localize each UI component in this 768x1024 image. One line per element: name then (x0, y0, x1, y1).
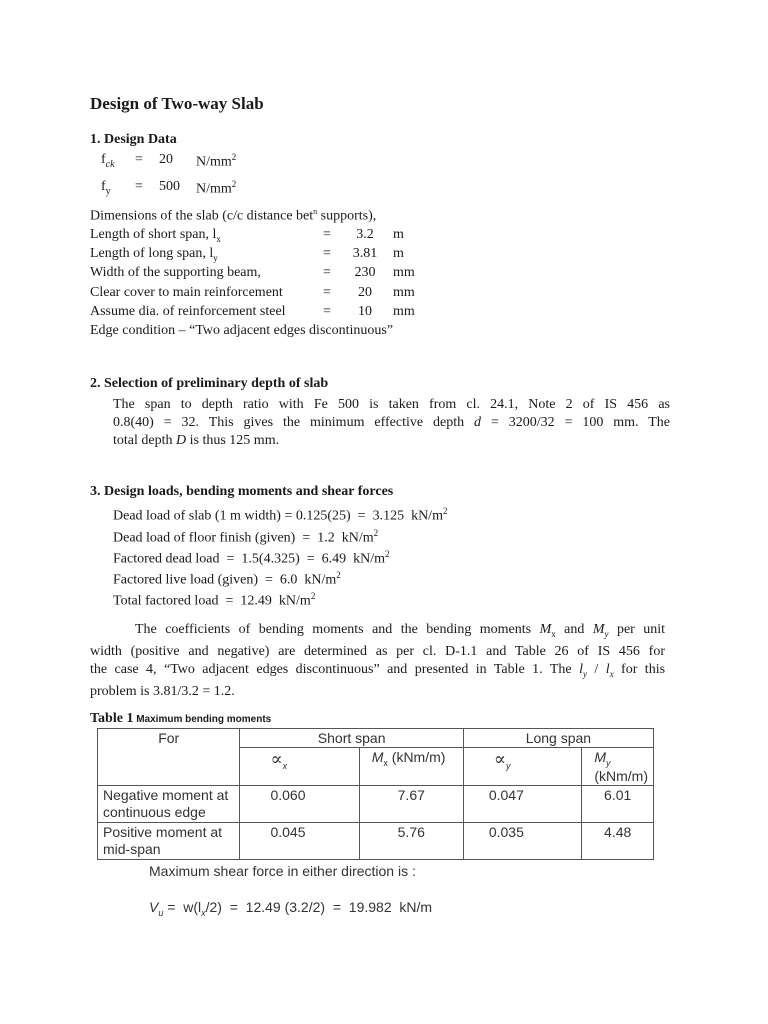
section-1-heading: 1. Design Data (90, 132, 177, 147)
header-short-span: Short span (240, 729, 463, 748)
header-mx: $M_x$ (kNm/m) (359, 748, 463, 786)
cell-my: 4.48 (582, 822, 654, 859)
header-for: For (98, 729, 240, 786)
table-row (98, 822, 654, 859)
section-2-heading: 2. Selection of preliminary depth of slab (90, 376, 329, 391)
dimension-row: Length of short span, $l_x$ = 3.2 m (90, 227, 404, 244)
dimension-row: Length of long span, $l_y$ = 3.81 m (90, 246, 404, 263)
edge-condition: Edge condition – “Two adjacent edges discontinuous” (90, 323, 394, 338)
dimension-row: Assume dia. of reinforcement steel = 10 mm (90, 304, 415, 319)
shear-intro: Maximum shear force in either direction is : (149, 863, 416, 879)
row-label: Positive moment at mid-span (98, 822, 240, 859)
table-caption: Table 1 Maximum bending moments (90, 711, 272, 726)
row-label: Negative moment at continuous edge (98, 785, 240, 822)
header-alpha-y: $\propto_y$ (463, 748, 582, 786)
dimension-row: Clear cover to main reinforcement = 20 mm (90, 285, 415, 300)
load-item: Dead load of slab (1 m width) = 0.125(25) = 3.125 $kN/m^2$ (113, 506, 448, 524)
header-long-span: Long span (463, 729, 653, 748)
dimensions-intro: Dimensions of the slab (c/c distance bet$^n$ supports), (90, 207, 377, 224)
load-item: Dead load of floor finish (given) = 1.2 $kN/m^2$ (113, 528, 379, 546)
cell-alpha-x: 0.045 (240, 822, 359, 859)
moments-table (97, 728, 654, 860)
section-3-paragraph: The coefficients of bending moments and the bending moments $M_x$ and $M_y$ per unit width (positive and negative) are determined as per cl. D-1.1 and Table 26 of IS 456 for the case 4, “Two adjacent edges discontinuous” and presented in Table 1. The $l_y / l_x$ for this problem is 3.81/3.2 = 1.2. (90, 622, 666, 699)
fck-row: $f_{ck}$ = 20 $N/mm^2$ (101, 152, 237, 170)
section-3-heading: 3. Design loads, bending moments and shear forces (90, 484, 394, 499)
fy-row: $f_y$ = 500 $N/mm^2$ (101, 179, 237, 197)
cell-alpha-y: 0.035 (463, 822, 582, 859)
cell-mx: 5.76 (359, 822, 463, 859)
cell-mx: 7.67 (359, 785, 463, 822)
header-alpha-x: $\propto_x$ (240, 748, 359, 786)
cell-alpha-y: 0.047 (463, 785, 582, 822)
dimension-row: Width of the supporting beam, = 230 mm (90, 265, 415, 280)
table-header-row (98, 729, 654, 748)
cell-alpha-x: 0.060 (240, 785, 359, 822)
page-title: Design of Two-way Slab (90, 94, 264, 113)
table-row (98, 785, 654, 822)
header-my: $M_y$ (kNm/m) (582, 748, 654, 786)
load-item: Total factored load = 12.49 $kN/m^2$ (113, 591, 316, 609)
load-item: Factored live load (given) = 6.0 $kN/m^2$ (113, 570, 341, 588)
load-item: Factored dead load = 1.5(4.325) = 6.49 $kN/m^2$ (113, 549, 390, 567)
section-2-paragraph: The span to depth ratio with Fe 500 is taken from cl. 24.1, Note 2 of IS 456 as 0.8(40) = 32. This gives the minimum effective depth d = 3200/32 = 100 mm. The total depth D is thus 125 mm. (113, 397, 671, 448)
cell-my: 6.01 (582, 785, 654, 822)
shear-equation: $V_u = w(l_x/2) = 12.49$ (3.2/2) = 19.982 kN/m (149, 899, 433, 918)
